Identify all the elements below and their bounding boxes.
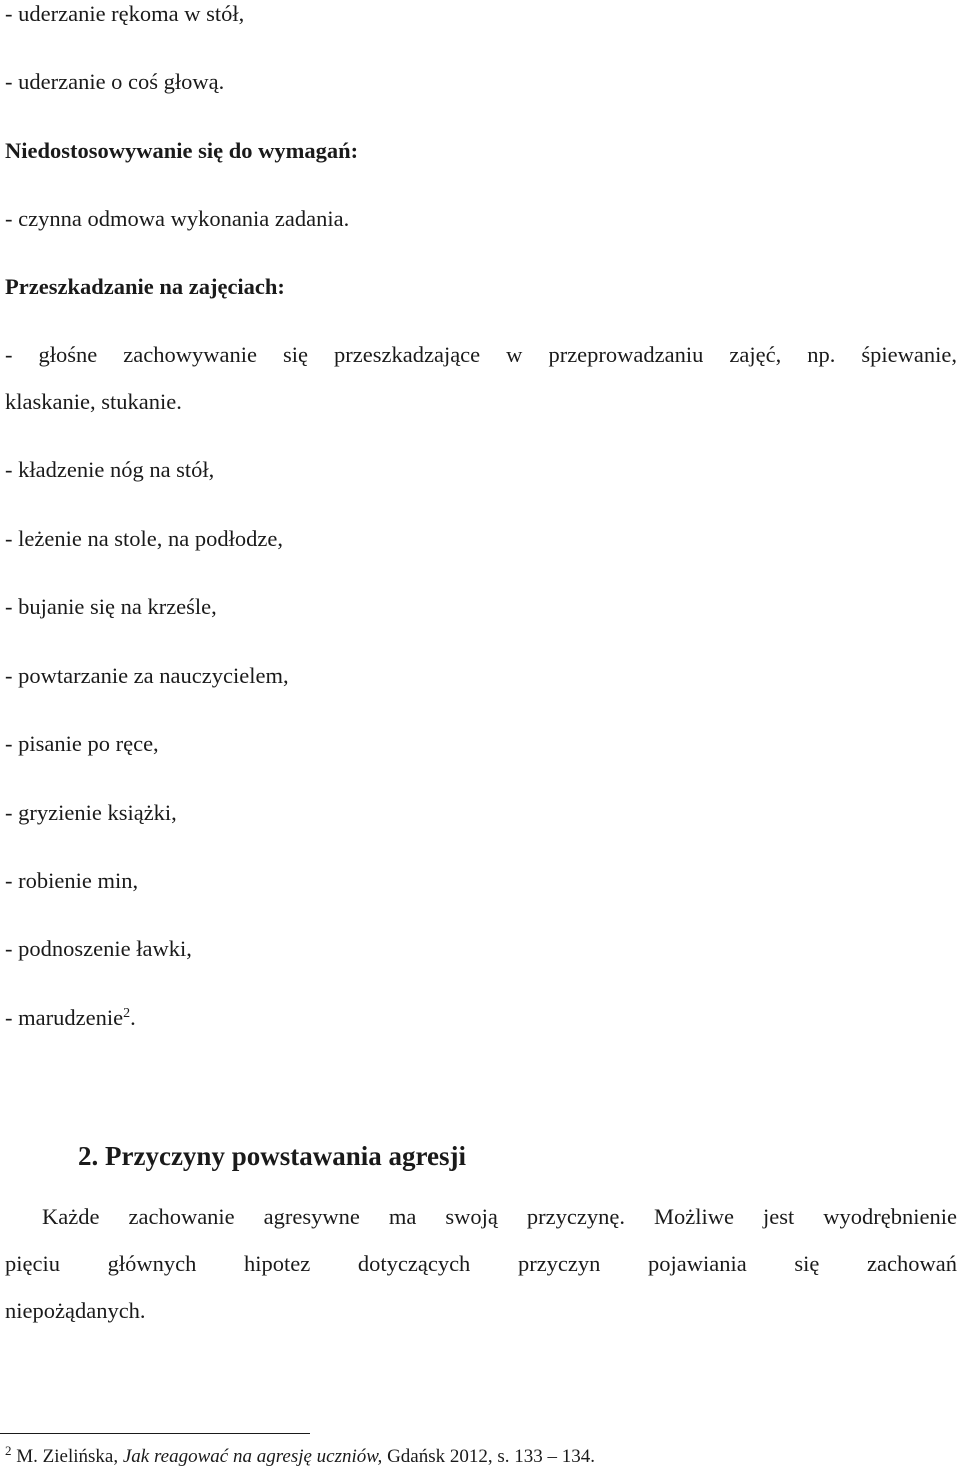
- list-item-continuation: klaskanie, stukanie.: [5, 389, 182, 414]
- list-item: - uderzanie o coś głową.: [5, 69, 225, 94]
- list-item: - gryzienie książki,: [5, 800, 177, 825]
- list-item: - podnoszenie ławki,: [5, 936, 192, 961]
- footnote-author: M. Zielińska,: [11, 1446, 123, 1467]
- footnote-reference[interactable]: 2: [123, 1006, 131, 1021]
- subheading: Przeszkadzanie na zajęciach:: [5, 274, 285, 299]
- list-item: - pisanie po ręce,: [5, 731, 159, 756]
- section-heading: 2. Przyczyny powstawania agresji: [78, 1141, 466, 1171]
- list-item: - uderzanie rękoma w stół,: [5, 1, 245, 26]
- list-item-text: - marudzenie: [5, 1005, 124, 1030]
- list-item: - czynna odmowa wykonania zadania.: [5, 206, 350, 231]
- paragraph-line: Każde zachowanie agresywne ma swoją przyczynę. Możliwe jest wyodrębnienie: [42, 1204, 957, 1229]
- list-item-punctuation: .: [130, 1005, 136, 1030]
- footnote-number: 2: [5, 1443, 12, 1458]
- subheading: Niedostosowywanie się do wymagań:: [5, 138, 359, 163]
- list-item: - bujanie się na krześle,: [5, 594, 217, 619]
- list-item: - leżenie na stole, na podłodze,: [5, 526, 284, 551]
- footnote-details: Gdańsk 2012, s. 133 – 134.: [382, 1446, 596, 1467]
- footnote-title: Jak reagować na agresję uczniów,: [122, 1446, 383, 1467]
- paragraph-line: niepożądanych.: [5, 1298, 146, 1323]
- list-item: - głośne zachowywanie się przeszkadzające w przeprowadzaniu zajęć, np. śpiewanie,: [5, 342, 957, 367]
- footnote-separator: [0, 1433, 310, 1434]
- paragraph-line: pięciu głównych hipotez dotyczących przyczyn pojawiania się zachowań: [5, 1251, 957, 1276]
- list-item: - robienie min,: [5, 868, 139, 893]
- list-item: - powtarzanie za nauczycielem,: [5, 663, 289, 688]
- list-item: - kładzenie nóg na stół,: [5, 457, 215, 482]
- list-item: [5, 1004, 136, 1032]
- footnote: [5, 1443, 596, 1468]
